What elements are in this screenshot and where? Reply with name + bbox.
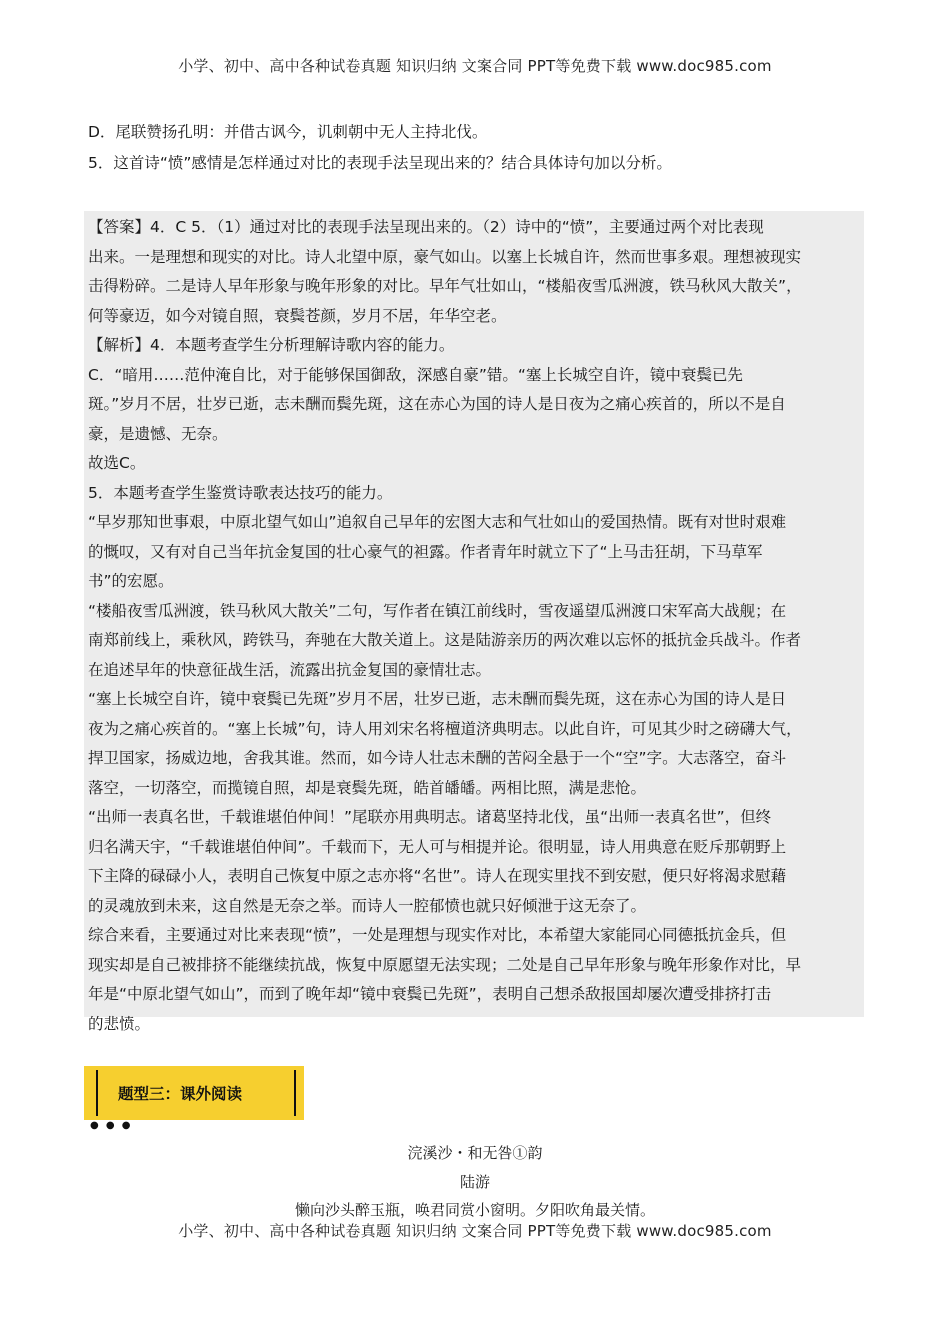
answer-line: 归名满天宇，“千载谁堪伯仲间”。千载而下，无人可与相提并论。很明显，诗人用典意在贬斥那朝野上 <box>88 837 787 856</box>
answer-line: 5．本题考查学生鉴赏诗歌表达技巧的能力。 <box>88 483 393 502</box>
answer-line: 夜为之痛心疾首的。“塞上长城”句，诗人用刘宋名将檀道济典明志。以此自许，可见其少时之磅礴大气， <box>88 719 802 738</box>
option-d: D．尾联赞扬孔明：并借古讽今，讥刺朝中无人主持北伐。 <box>88 123 488 141</box>
answer-line: 出来。一是理想和现实的对比。诗人北望中原，豪气如山。以塞上长城自许，然而世事多艰。理想被现实 <box>88 247 802 266</box>
answer-analysis-text <box>88 213 864 1039</box>
question-5: 5．这首诗“愤”感情是怎样通过对比的表现手法呈现出来的？结合具体诗句加以分析。 <box>88 154 672 172</box>
answer-line: 书”的宏愿。 <box>88 572 174 590</box>
poem-title: 浣溪沙・和无咎①韵 <box>407 1144 543 1162</box>
section-badge <box>84 1066 304 1120</box>
poem-author: 陆游 <box>459 1173 490 1191</box>
answer-line: 【答案】4．C 5．（1）通过对比的表现手法呈现出来的。（2）诗中的“愤”，主要通过两个对比表现 <box>88 218 764 236</box>
answer-line: 在追述早年的快意征战生活，流露出抗金复国的豪情壮志。 <box>88 660 492 679</box>
answer-line: 年是“中原北望气如山”，而到了晚年却“镜中衰鬓已先斑”，表明自己想杀敌报国却屡次遭受排挤打击 <box>88 985 772 1003</box>
answer-line: 现实却是自己被排挤不能继续抗战，恢复中原愿望无法实现；二处是自己早年形象与晚年形象作对比，早 <box>88 955 802 974</box>
badge-dots-decoration: ● ● ● <box>90 1120 133 1131</box>
answer-line: 南郑前线上，乘秋风，跨铁马，奔驰在大散关道上。这是陆游亲历的两次难以忘怀的抵抗金兵战斗。作者 <box>88 631 802 649</box>
answer-line: 的慨叹，又有对自己当年抗金复国的壮心豪气的袒露。作者青年时就立下了“上马击狂胡，下马草军 <box>88 542 763 561</box>
answer-line: 击得粉碎。二是诗人早年形象与晚年形象的对比。早年气壮如山，“楼船夜雪瓜洲渡，铁马秋风大散关”， <box>88 277 802 295</box>
answer-line: 捍卫国家，扬威边地，舍我其谁。然而，如今诗人壮志未酬的苦闷全悬于一个“空”字。大志落空，奋斗 <box>88 749 787 767</box>
answer-line: “出师一表真名世，千载谁堪伯仲间！”尾联亦用典明志。诸葛坚持北伐，虽“出师一表真名世”，但终 <box>88 808 772 826</box>
answer-line: 何等豪迈，如今对镜自照，衰鬓苍颜，岁月不居，年华空老。 <box>88 306 507 325</box>
poem-line: 懒向沙头醉玉瓶，唤君同赏小窗明。夕阳吹角最关情。 <box>294 1201 655 1219</box>
answer-line: “早岁那知世事艰，中原北望气如山”追叙自己早年的宏图大志和气壮如山的爱国热情。既有对世时艰难 <box>88 513 787 531</box>
answer-line: 综合来看，主要通过对比来表现“愤”，一处是理想与现实作对比，本希望大家能同心同德抵抗金兵，但 <box>88 926 787 944</box>
answer-line: “塞上长城空自许，镜中衰鬓已先斑”岁月不居，壮岁已逝，志未酬而鬓先斑，这在赤心为国的诗人是日 <box>88 690 787 708</box>
answer-line: “楼船夜雪瓜洲渡，铁马秋风大散关”二句，写作者在镇江前线时，雪夜遥望瓜洲渡口宋军高大战舰；在 <box>88 601 787 620</box>
header-banner: 小学、初中、高中各种试卷真题 知识归纳 文案合同 PPT等免费下载 www.doc985.com <box>178 57 772 75</box>
answer-line: C．“暗用……范仲淹自比，对于能够保国御敌，深感自豪”错。“塞上长城空自许，镜中衰鬓已先 <box>88 365 743 384</box>
answer-line: 的悲愤。 <box>88 1014 151 1033</box>
answer-line: 斑。”岁月不居，壮岁已逝，志未酬而鬓先斑，这在赤心为国的诗人是日夜为之痛心疾首的，所以不是自 <box>88 395 786 413</box>
answer-line: 落空，一切落空，而揽镜自照，却是衰鬓先斑，皓首皤皤。两相比照，满是悲怆。 <box>88 778 647 797</box>
answer-line: 【解析】4．本题考查学生分析理解诗歌内容的能力。 <box>88 336 455 354</box>
answer-line: 下主降的碌碌小人，表明自己恢复中原之志亦将“名世”。诗人在现实里找不到安慰，便只好将渴求慰藉 <box>88 867 787 885</box>
answer-line: 故选C。 <box>88 454 146 472</box>
footer-banner: 小学、初中、高中各种试卷真题 知识归纳 文案合同 PPT等免费下载 www.doc985.com <box>178 1222 772 1240</box>
answer-line: 的灵魂放到未来，这自然是无奈之举。而诗人一腔郁愤也就只好倾泄于这无奈了。 <box>88 896 647 915</box>
section-badge-label: 题型三：课外阅读 <box>118 1085 243 1103</box>
answer-line: 豪，是遗憾、无奈。 <box>88 424 228 443</box>
